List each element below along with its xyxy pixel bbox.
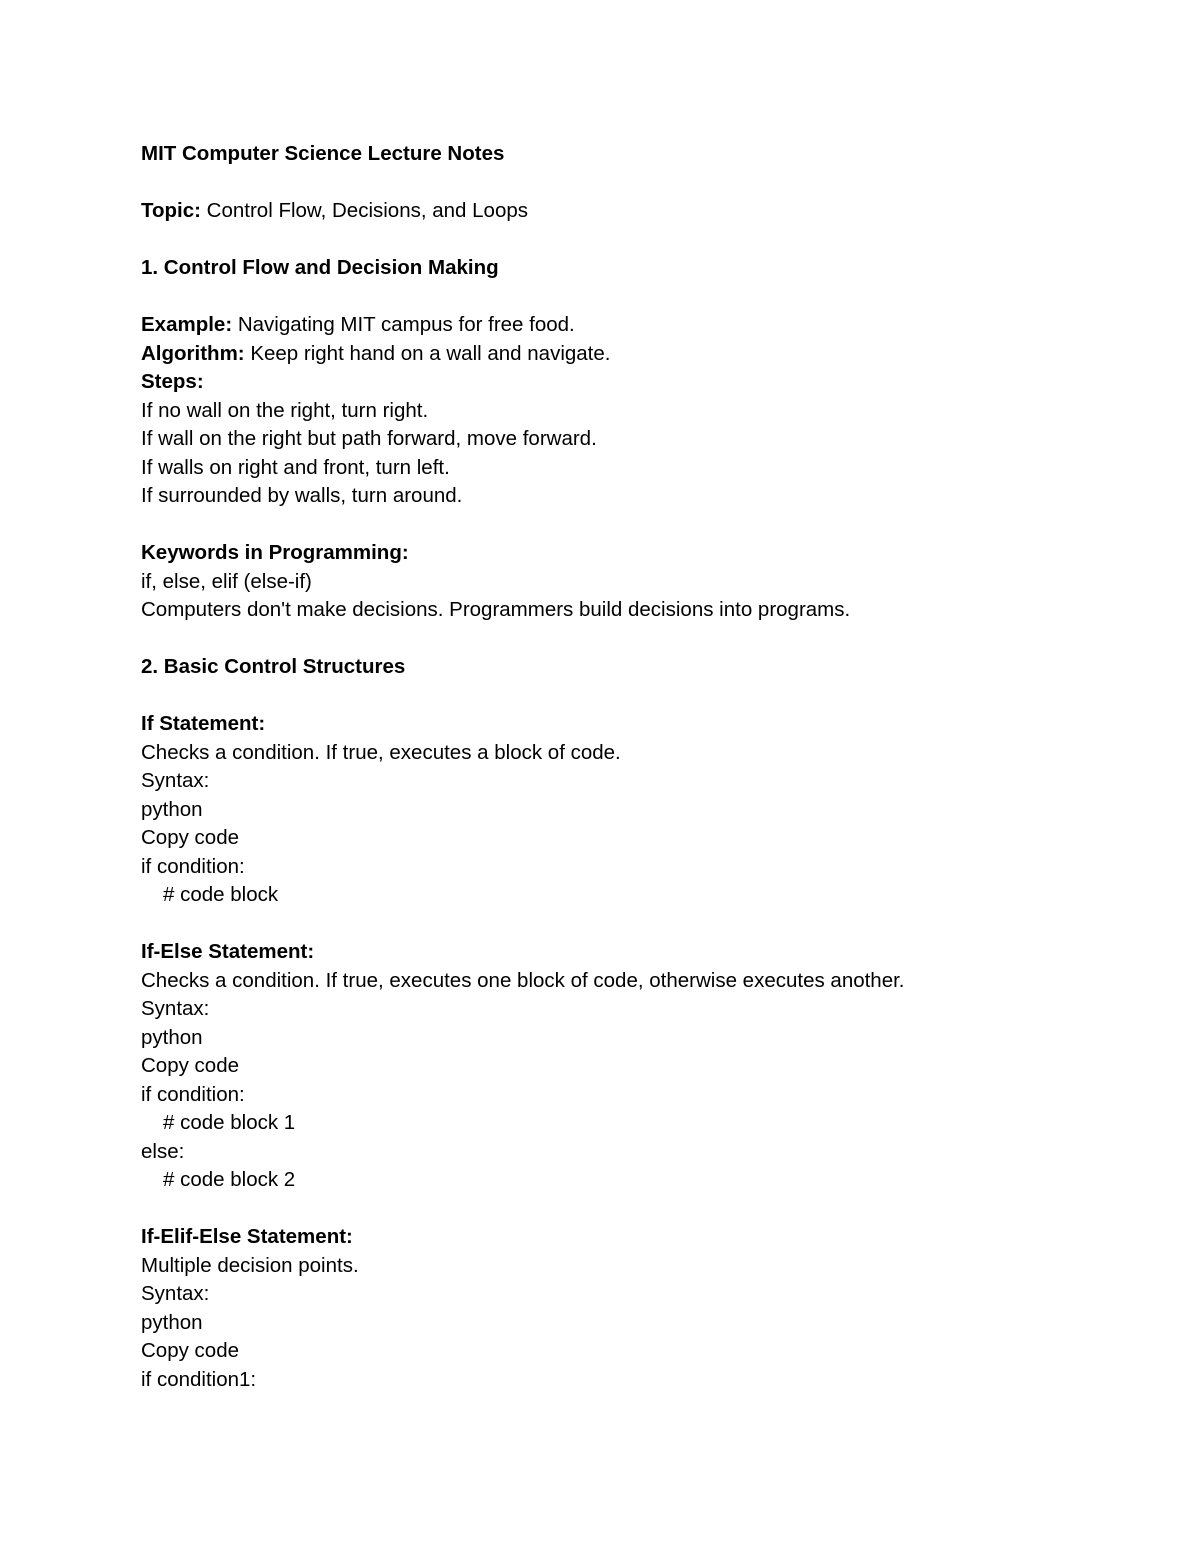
copy-code-text: Copy code xyxy=(141,1339,240,1362)
if-else-statement-label: If-Else Statement: xyxy=(141,940,315,963)
example-label: Example: xyxy=(141,313,233,336)
steps-label: Steps: xyxy=(141,370,204,393)
example-line xyxy=(141,311,1141,340)
algorithm-line xyxy=(141,340,1141,369)
step-item: If wall on the right but path forward, move forward. xyxy=(141,427,597,450)
if-else-statement-desc: Checks a condition. If true, executes one block of code, otherwise executes another. xyxy=(141,968,905,992)
spacer xyxy=(141,226,1141,255)
code-line: # code block xyxy=(163,883,279,906)
syntax-label: Syntax: xyxy=(141,769,210,792)
algorithm-label: Algorithm: xyxy=(141,341,245,365)
if-elif-else-statement-desc: Multiple decision points. xyxy=(141,1253,359,1277)
if-statement-label: If Statement: xyxy=(141,712,266,735)
syntax-label: Syntax: xyxy=(141,1282,210,1305)
keywords-line: if, else, elif (else-if) xyxy=(141,569,312,593)
spacer xyxy=(141,625,1141,654)
document-title: MIT Computer Science Lecture Notes xyxy=(141,142,505,165)
code-line: else: xyxy=(141,1139,185,1163)
spacer xyxy=(141,910,1141,939)
document-body xyxy=(141,140,1141,1394)
step-item: If no wall on the right, turn right. xyxy=(141,398,429,422)
code-line: # code block 2 xyxy=(163,1168,296,1191)
topic-text: Control Flow, Decisions, and Loops xyxy=(200,199,528,222)
example-text: Navigating MIT campus for free food. xyxy=(232,313,575,336)
copy-code-text: Copy code xyxy=(141,1054,240,1077)
if-elif-else-statement-label: If-Elif-Else Statement: xyxy=(141,1225,353,1248)
spacer xyxy=(141,511,1141,540)
algorithm-text: Keep right hand on a wall and navigate. xyxy=(244,341,611,365)
spacer xyxy=(141,682,1141,711)
topic-line xyxy=(141,197,1141,226)
spacer xyxy=(141,283,1141,312)
code-line: # code block 1 xyxy=(163,1111,296,1134)
code-language: python xyxy=(141,1025,203,1049)
spacer xyxy=(141,169,1141,198)
step-item: If walls on right and front, turn left. xyxy=(141,455,450,479)
section-1-heading: 1. Control Flow and Decision Making xyxy=(141,256,499,279)
section-2-heading: 2. Basic Control Structures xyxy=(141,655,406,678)
code-line: if condition: xyxy=(141,1082,245,1106)
if-statement-desc: Checks a condition. If true, executes a block of code. xyxy=(141,740,621,764)
code-line: if condition1: xyxy=(141,1367,257,1391)
code-language: python xyxy=(141,797,203,821)
spacer xyxy=(141,1195,1141,1224)
topic-label: Topic: xyxy=(141,199,201,222)
syntax-label: Syntax: xyxy=(141,997,210,1020)
copy-code-text: Copy code xyxy=(141,826,240,849)
code-line: if condition: xyxy=(141,854,245,878)
code-language: python xyxy=(141,1310,203,1334)
step-item: If surrounded by walls, turn around. xyxy=(141,484,463,507)
keywords-note: Computers don't make decisions. Programmers build decisions into programs. xyxy=(141,598,851,621)
keywords-label: Keywords in Programming: xyxy=(141,541,409,564)
